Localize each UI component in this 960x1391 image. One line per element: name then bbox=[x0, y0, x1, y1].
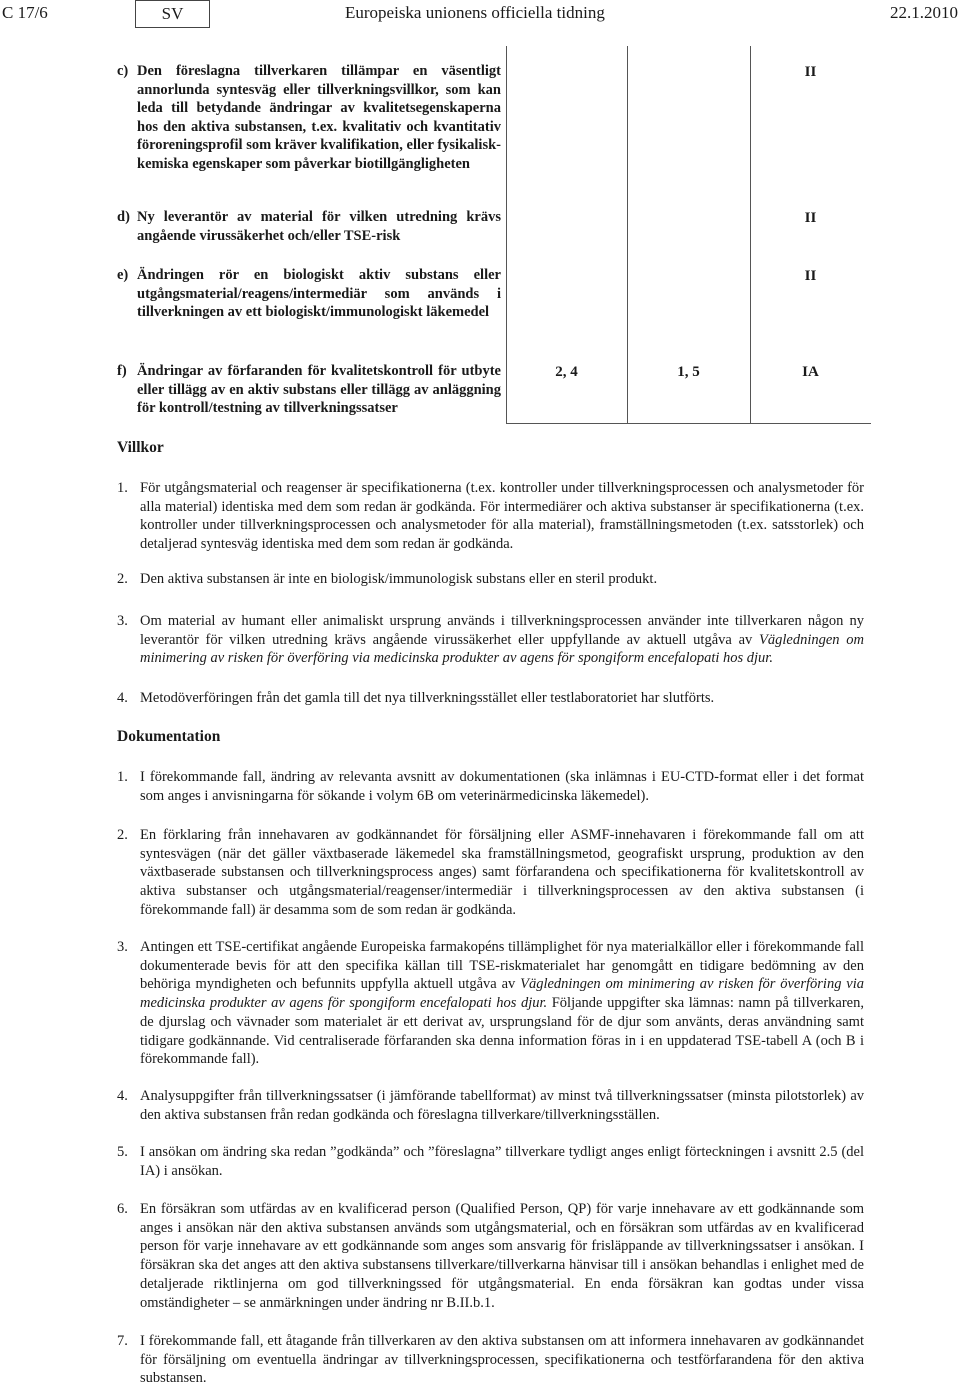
dokumentation-item-3 bbox=[117, 938, 864, 1069]
item-text: Den aktiva substansen är inte en biologisk/immunologisk substans eller en steril produkt. bbox=[140, 571, 658, 587]
villkor-item-3 bbox=[117, 612, 864, 668]
language-badge: SV bbox=[135, 0, 210, 28]
row-text: Den föreslagna tillverkaren tillämpar en väsentligt annorlunda syntesväg eller tillverkningsvillkor, som kan leda till betydande ändringar av kvalitetsegenskaperna hos den aktiva substansen, t.ex. kvalitativ och kvantitativ föroreningsprofil som kräver kvalifikation, eller fysikalisk-kemiska egenskaper som påverkar biotillgängligheten bbox=[137, 63, 501, 172]
item-text: Om material av humant eller animaliskt ursprung används i tillverkningsprocessen använder inte tillverkaren någon ny leverantör för vilken utredning krävs angående virussäkerhet eller uppfyllande av aktuell utgåva av Vägledningen om minimering av risken för överföring via medicinska produkter av agens för spongiform encefalopati hos djur. bbox=[140, 613, 864, 667]
row-text: Ändringar av förfaranden för kvalitetskontroll för utbyte eller tillägg av en aktiv substans eller tillägg av anläggning för kontroll/testning av tillverkningssatser bbox=[137, 363, 501, 416]
dokumentation-item-5 bbox=[117, 1143, 864, 1180]
row-text: Ny leverantör av material för vilken utredning krävs angående virussäkerhet och/eller TSE-risk bbox=[137, 209, 501, 244]
item-number: 7. bbox=[117, 1333, 128, 1349]
dokumentation-item-6 bbox=[117, 1200, 864, 1312]
item-text: En förklaring från innehavaren av godkännandet för försäljning eller ASMF-innehavaren i förekommande fall om att syntesvägen (när det gäller växtbaserade läkemedel ska framställningsmetod, geografiskt ursprung, produktion av den växtbaserade substansen och tillverkningsprocess anges) samt förfarandena och specifikationerna för kvalitetskontroll av aktiva substanser och utgångsmaterial/reagenser/intermediär i tillverkningsprocessen av den aktiva substansen (i förekommande fall) är desamma som de som redan är godkända. bbox=[140, 827, 864, 918]
procedure-cell: II bbox=[804, 64, 817, 80]
row-label: c) bbox=[117, 63, 129, 79]
table-row-c bbox=[117, 62, 501, 173]
villkor-item-2 bbox=[117, 570, 864, 589]
item-text: För utgångsmaterial och reagenser är specifikationerna (t.ex. kontroller under tillverkningsprocessen och analysmetoder för alla material) identiska med dem som redan är godkända. För intermediärer och aktiva substanser är specifikationerna (t.ex. kontroller under tillverkningsprocessen och analysmetoder för alla material), framställningsmetoden (t.ex. satsstorlek) och detaljerad syntesväg identiska med dem som redan är godkända. bbox=[140, 480, 864, 553]
row-text: Ändringen rör en biologiskt aktiv substans eller utgångsmaterial/reagens/intermediär som används i tillverkningen av ett biologiskt/immunologiskt läkemedel bbox=[137, 267, 501, 320]
item-text: Analysuppgifter från tillverkningssatser (i jämförande tabellformat) av minst två tillverkningssatser (minsta pilotstorlek) av den aktiva substansen från redan godkända och föreslagna tillverkare/tillverkningsställen. bbox=[140, 1088, 864, 1123]
page-reference: C 17/6 bbox=[2, 3, 48, 22]
conditions-cell: 2, 4 bbox=[555, 364, 578, 380]
dokumentation-item-7 bbox=[117, 1332, 864, 1388]
villkor-heading: Villkor bbox=[117, 439, 164, 456]
villkor-item-4 bbox=[117, 689, 864, 708]
table-row-d bbox=[117, 208, 501, 245]
dokumentation-heading: Dokumentation bbox=[117, 728, 221, 745]
documentation-cell: 1, 5 bbox=[677, 364, 700, 380]
item-text: Metodöverföringen från det gamla till det nya tillverkningsstället eller testlaboratoriet har slutförts. bbox=[140, 690, 715, 706]
publication-date: 22.1.2010 bbox=[890, 3, 958, 22]
item-number: 2. bbox=[117, 827, 128, 843]
variation-table bbox=[117, 46, 871, 424]
table-bottom-border bbox=[506, 423, 871, 424]
procedure-cell: II bbox=[804, 210, 817, 226]
item-text: I ansökan om ändring ska redan ”godkända” och ”föreslagna” tillverkare tydligt anges enligt förteckningen i avsnitt 2.5 (del IA) i ansökan. bbox=[140, 1144, 864, 1179]
item-text: En försäkran som utfärdas av en kvalificerad person (Qualified Person, QP) för varje innehavare av ett godkännande som anges i ansökan när den aktiva substansen används som utgångsmaterial, och en försäkran som utfärdas av en kvalificerad person för varje innehavare av ett godkännande som anges som ansvarig för frisläppande av tillverkningssatser i ansökan. I försäkran ska det anges att den aktiva substansens tillverkare/tillverkarna hänvisar till i ansökan behandlas i enlighet med de detaljerade riktlinjerna om god tillverkningssed för utgångsmaterial. En enda försäkran kan godtas under vissa omständigheter – se anmärkningen under ändring nr B.II.b.1. bbox=[140, 1201, 864, 1311]
dokumentation-item-1 bbox=[117, 768, 864, 805]
row-label: e) bbox=[117, 267, 129, 283]
dokumentation-item-4 bbox=[117, 1087, 864, 1124]
procedure-cell: II bbox=[804, 268, 817, 284]
page-header bbox=[0, 0, 960, 28]
item-number: 1. bbox=[117, 769, 128, 785]
item-number: 6. bbox=[117, 1201, 128, 1217]
item-number: 3. bbox=[117, 613, 128, 629]
item-number: 1. bbox=[117, 480, 128, 496]
procedure-cell: IA bbox=[802, 364, 819, 380]
dokumentation-item-2 bbox=[117, 826, 864, 920]
item-text: I förekommande fall, ändring av relevanta avsnitt av dokumentationen (ska inlämnas i EU-CTD-format eller i det format som anges i anvisningarna för sökande i volym 6B om veterinärmedicinska läkemedel). bbox=[140, 769, 864, 804]
item-number: 4. bbox=[117, 690, 128, 706]
item-text: I förekommande fall, ett åtagande från tillverkaren av den aktiva substansen om att informera innehavaren av godkännandet för försäljning om eventuella ändringar av tillverkningsprocessen, specifikationerna och testförfarandena för den aktiva substansen. bbox=[140, 1333, 864, 1387]
row-label: d) bbox=[117, 209, 130, 225]
journal-title: Europeiska unionens officiella tidning bbox=[345, 3, 605, 22]
table-row-e bbox=[117, 266, 501, 322]
item-number: 4. bbox=[117, 1088, 128, 1104]
item-text: Antingen ett TSE-certifikat angående Europeiska farmakopéns tillämplighet för nya materialkällor eller i förekommande fall dokumenterade bevis för att den specifika källan till TSE-riskmaterialet har genomgått en tidigare bedömning av den behöriga myndigheten och befunnits uppfylla aktuell utgåva av Vägledningen om minimering av risken för överföring via medicinska produkter av agens för spongiform encefalopati hos djur. Följande uppgifter ska lämnas: namn på tillverkaren, de djurslag och vävnader som materialet är ett derivat av, ursprungsland för de djur som använts, deras användning samt tidigare godkännande. Vid centraliserade förfaranden ska denna information föras in i en uppdaterad TSE-tabell A (och B i förekommande fall). bbox=[140, 939, 864, 1068]
row-label: f) bbox=[117, 363, 127, 379]
table-row-f bbox=[117, 362, 501, 418]
item-number: 2. bbox=[117, 571, 128, 587]
item-number: 3. bbox=[117, 939, 128, 955]
item-number: 5. bbox=[117, 1144, 128, 1160]
villkor-item-1 bbox=[117, 479, 864, 554]
